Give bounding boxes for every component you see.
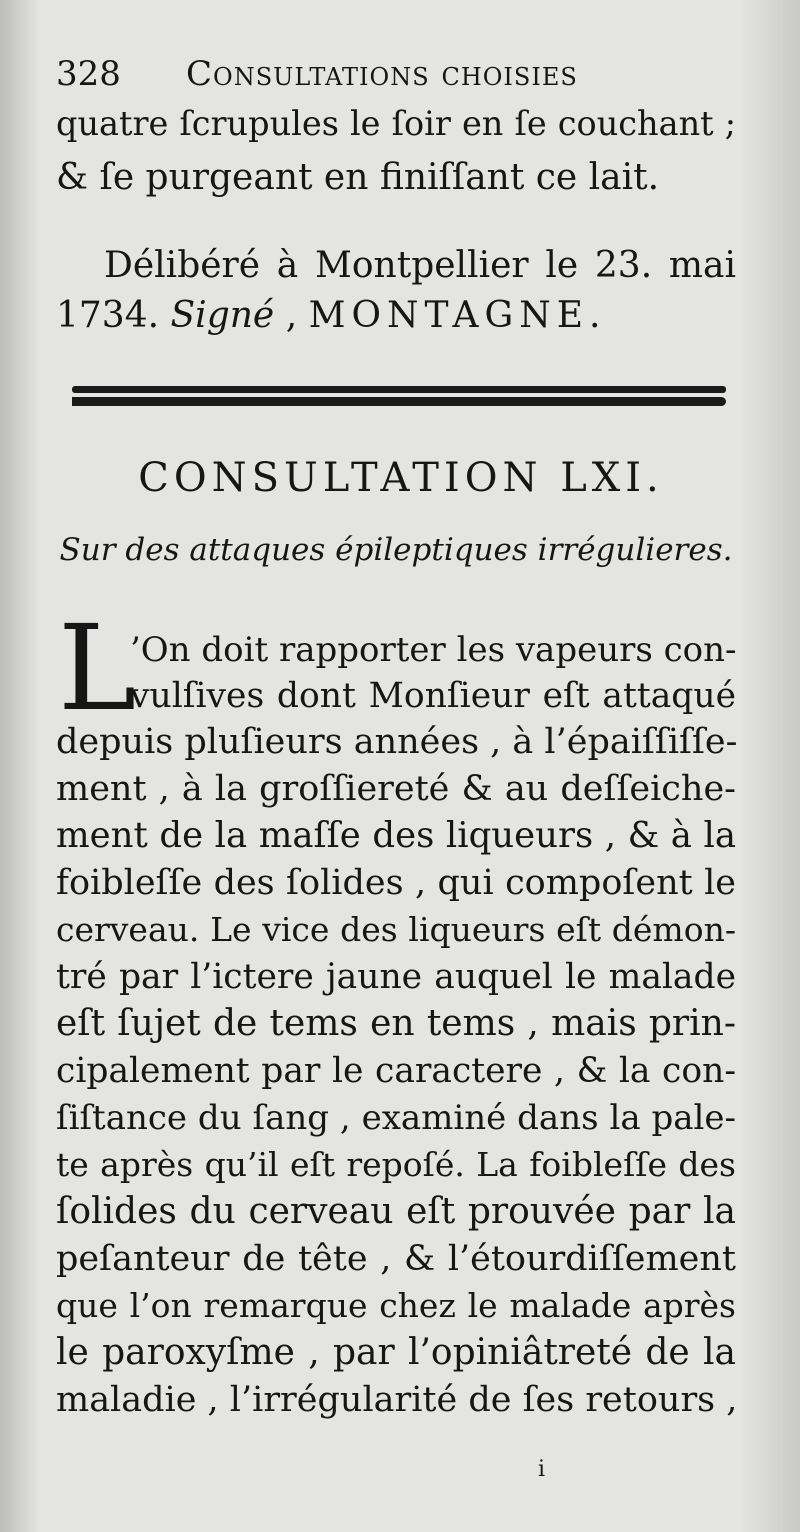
- body-line-3: depuis pluſieurs années , à l’épaiſſiſſe-: [56, 722, 738, 762]
- body-line-2: vulſives dont Monſieur eſt attaqué: [130, 676, 736, 716]
- body-line-8: tré par l’ictere jaune auquel le malade: [56, 957, 736, 997]
- body-line-16: le paroxyſme , par l’opiniâtreté de la: [56, 1332, 736, 1373]
- page-edge-shadow: [740, 0, 800, 1532]
- body-line-14: peſanteur de tête , & l’étourdiſſement: [56, 1239, 736, 1279]
- body-line-1: ’On doit rapporter les vapeurs con-: [130, 630, 737, 670]
- running-head: [56, 52, 736, 96]
- rule-thick-bar: [72, 397, 726, 406]
- body-line-7: cerveau. Le vice des liqueurs eſt démon-: [56, 910, 736, 949]
- signature-line-2: [56, 294, 736, 338]
- body-line-6: foibleſſe des ſolides , qui compoſent le: [56, 863, 736, 903]
- body-line-12: te après qu’il eſt repoſé. La foibleſſe des: [56, 1145, 736, 1184]
- signatory-name: MONTAGNE.: [308, 295, 607, 336]
- body-line-15: que l’on remarque chez le malade après: [56, 1286, 736, 1325]
- drop-cap: L: [58, 599, 137, 737]
- body-line-11: ſiſtance du ſang , examiné dans la pale-: [56, 1098, 736, 1138]
- consultation-subtitle: Sur des attaques épileptiques irrégulieres.: [59, 532, 733, 568]
- prev-text-line-2: & ſe purgeant en finiſſant ce lait.: [56, 157, 660, 198]
- body-line-9: eſt ſujet de tems en tems , mais prin-: [56, 1003, 736, 1044]
- page-gutter-shadow: [0, 0, 40, 1532]
- prev-text-line-1: quatre ſcrupules le ſoir en ſe couchant ;: [56, 104, 736, 143]
- running-title: Consultations choisies: [186, 54, 578, 94]
- section-double-rule: [72, 386, 726, 408]
- body-line-13: ſolides du cerveau eſt prouvée par la: [56, 1191, 736, 1232]
- body-line-5: ment de la maſſe des liqueurs , & à la: [56, 815, 736, 856]
- body-line-17: maladie , l’irrégularité de ſes retours ,: [56, 1380, 738, 1420]
- body-line-10: cipalement par le caractere , & la con-: [56, 1051, 736, 1091]
- body-line-4: ment , à la groſſiereté & au deſſeiche-: [56, 769, 736, 809]
- consultation-heading: CONSULTATION LXI.: [138, 455, 664, 501]
- signature-separator: ,: [285, 295, 298, 336]
- page-number: 328: [56, 54, 121, 94]
- signature-date: 1734.: [56, 295, 160, 336]
- signature-mark: i: [538, 1457, 546, 1482]
- signed-word: Signé: [170, 295, 275, 336]
- signature-line-1: Délibéré à Montpellier le 23. mai: [104, 245, 736, 286]
- rule-thin-bar: [72, 386, 726, 393]
